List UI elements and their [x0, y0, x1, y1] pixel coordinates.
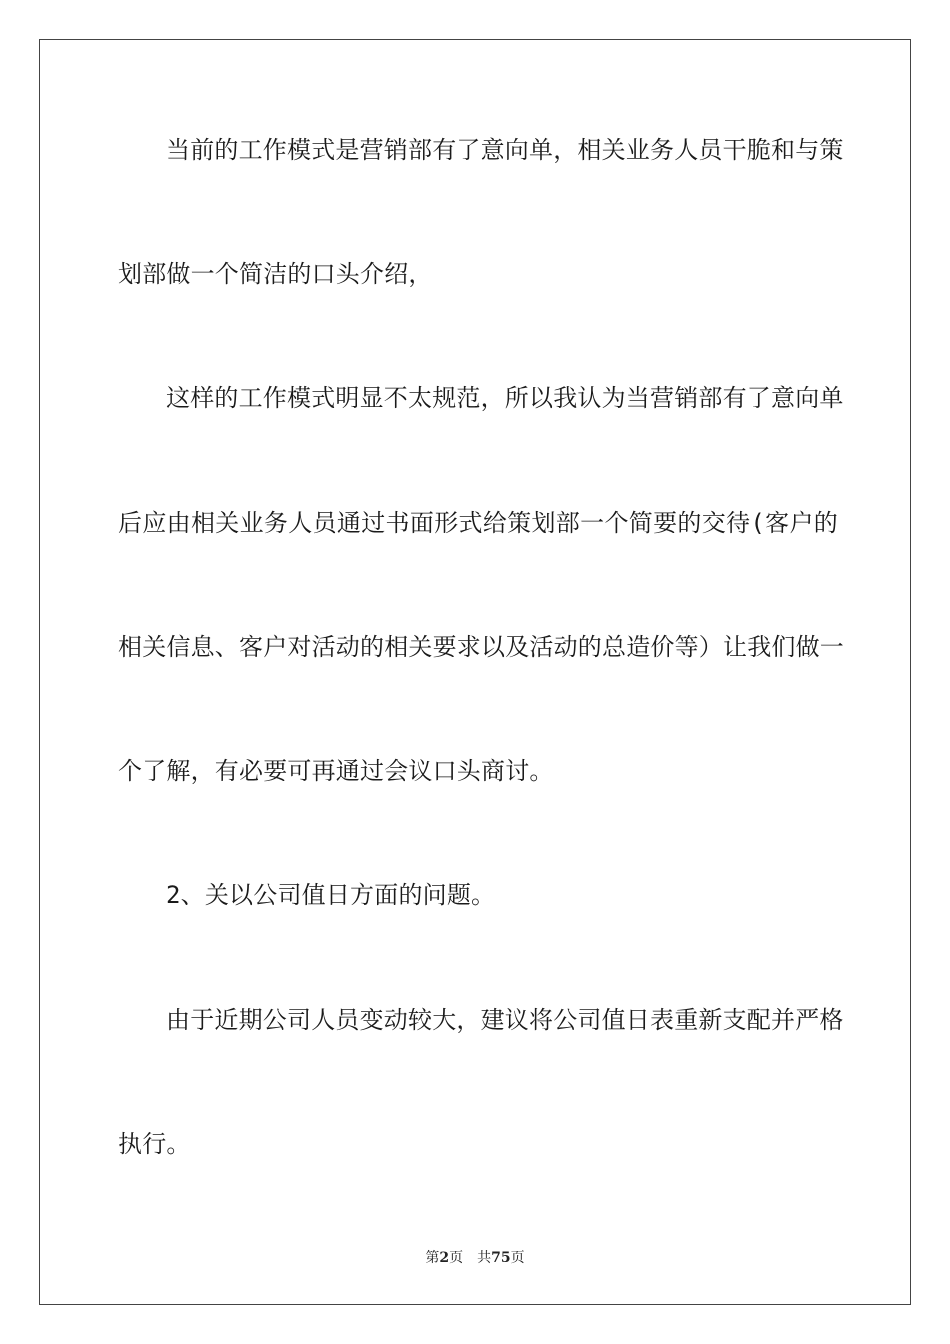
- paragraph-line: 划部做一个简洁的口头介绍，: [118, 260, 433, 288]
- paragraph-line: 当前的工作模式是营销部有了意向单，相关业务人员干脆和与策: [166, 136, 844, 164]
- page-border: [39, 39, 911, 1305]
- total-suffix: 页: [510, 1250, 525, 1266]
- current-page-number: 2: [439, 1250, 450, 1266]
- paragraph-line: 相关信息、客户对活动的相关要求以及活动的总造价等）让我们做一: [118, 633, 844, 661]
- paragraph-line: 后应由相关业务人员通过书面形式给策划部一个简要的交待(客户的: [118, 509, 838, 537]
- total-page-number: 75: [491, 1250, 511, 1266]
- total-prefix: 共: [477, 1250, 492, 1266]
- page-footer: [0, 1247, 950, 1267]
- paragraph-line: 2、关以公司值日方面的问题。: [166, 881, 496, 909]
- paragraph-line: 这样的工作模式明显不太规范，所以我认为当营销部有了意向单: [166, 384, 844, 412]
- paragraph-line: 由于近期公司人员变动较大，建议将公司值日表重新支配并严格: [166, 1006, 844, 1034]
- page-prefix: 第: [425, 1250, 440, 1266]
- page-suffix: 页: [449, 1250, 464, 1266]
- paragraph-line: 执行。: [118, 1130, 191, 1158]
- paragraph-line: 个了解，有必要可再通过会议口头商讨。: [118, 757, 554, 785]
